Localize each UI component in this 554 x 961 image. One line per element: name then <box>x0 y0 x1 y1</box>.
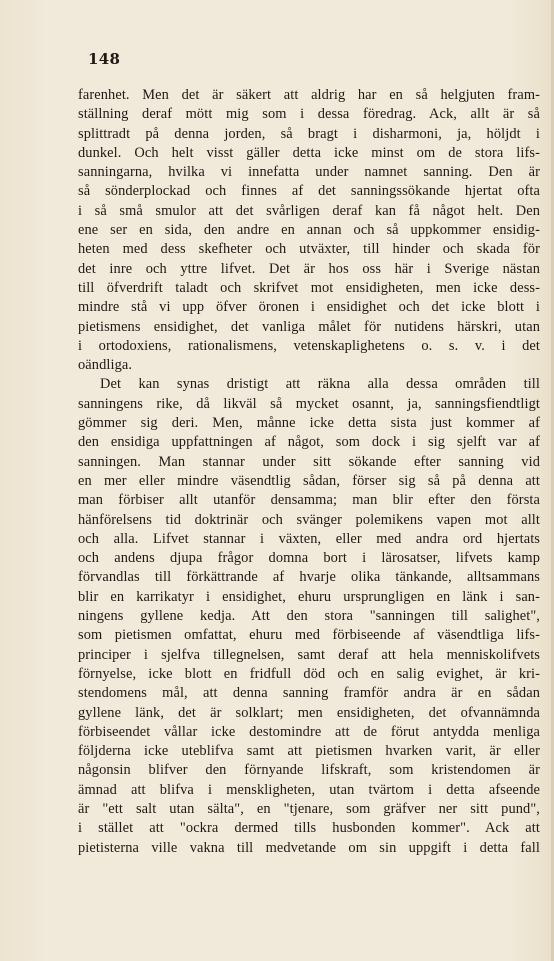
text-line: dunkel. Och helt visst gäller detta icke minst om de stora lifs- <box>78 144 540 161</box>
text-line: man förbiser allt utanför densamma; man blir efter den första <box>78 492 540 509</box>
text-line: ämnad att blifva i menskligheten, utan tvärtom i detta afseende <box>78 781 540 798</box>
text-line: i så små smulor att det svårligen deraf kan få något helt. Den <box>78 202 540 219</box>
text-line: och alla. Lifvet stannar i växten, eller med andra ord hjertats <box>78 530 540 547</box>
text-line: följderna icke uteblifva samt att pietismen hvarken varit, är eller <box>78 743 540 760</box>
text-line: och andens djupa frågor domna bort i lärosatser, lifvets kamp <box>78 550 540 567</box>
text-line: gömmer sig deri. Men, månne icke detta sista just kommer af <box>78 415 540 432</box>
text-line: som pietismen omfattat, ehuru med förbiseende af väsendtliga lifs- <box>78 627 540 644</box>
text-line: sanningen. Man stannar under sitt sökande efter sanning vid <box>78 453 540 470</box>
text-line: ene ser en sida, den andre en annan och så uppkommer ensidig- <box>78 222 540 239</box>
text-line: oändliga. <box>78 357 133 374</box>
text-line: förnyelse, icke blott en fridfull död och en salig evighet, är kri- <box>78 665 540 682</box>
text-line: är "ett salt utan sälta", en "tjenare, som gräfver ner sitt pund", <box>78 800 540 817</box>
text-line: så sönderplockad och finnes af det sanningssökande hjertat ofta <box>78 183 540 200</box>
text-line: i ortodoxiens, rationalismens, vetenskaplighetens o. s. v. i det <box>78 337 540 354</box>
text-line: förvandlas till förkättrande af hvarje olika tänkande, alltsammans <box>78 569 540 586</box>
text-line: någonsin blifver den förnyande lifskraft, som kristendomen är <box>78 762 540 779</box>
text-line: sanningarna, hvilka vi innefatta under namnet sanning. Den är <box>78 164 540 181</box>
text-line: ställning deraf mött mig som i dessa föredrag. Ack, allt är så <box>78 106 540 123</box>
text-line: förbiseendet vållar icke destomindre att de förut antydda menliga <box>78 723 540 740</box>
text-line: heten med dess skefheter och utväxter, till hinder och skada för <box>78 241 540 258</box>
text-line: sanningens rike, då likväl så mycket osannt, ja, sanningsfiendtligt <box>78 395 540 412</box>
body-text <box>78 86 540 858</box>
text-line: hänförelsens tid doktrinär och svänger polemikens vapen mot allt <box>78 511 540 528</box>
text-line: till öfverdrift taladt och skrifvet mot ensidigheten, men icke dess- <box>78 279 540 296</box>
text-line: principer i sjelfva tillegnelsen, samt deraf att hela menniskolifvets <box>78 646 540 663</box>
text-line: farenhet. Men det är säkert att aldrig har en så helgjuten fram- <box>78 87 540 103</box>
text-line: en mer eller mindre väsendtlig sådan, förser sig så på denna att <box>78 472 540 489</box>
text-line: pietismens ensidighet, det vanliga målet för nutidens härskri, utan <box>78 318 540 335</box>
page-number: 148 <box>88 50 121 68</box>
text-line: gyllene länk, det är solklart; men ensidigheten, det ofvannämnda <box>78 704 540 721</box>
text-line: i stället att "ockra dermed tills husbonden kommer". Ack att <box>78 820 540 837</box>
text-line: mindre stå vi upp öfver öronen i ensidighet och det icke blott i <box>78 299 540 316</box>
text-line: pietisterna ville vakna till medvetande om sin uppgift i detta fall <box>78 839 540 856</box>
text-line: det inre och yttre lifvet. Det är hos oss här i Sverige nästan <box>78 260 540 277</box>
text-line: den ensidiga uppfattningen af något, som dock i sig sjelft var af <box>78 434 540 451</box>
text-line: splittradt på denna jorden, så bragt i disharmoni, ja, höljdt i <box>78 125 540 142</box>
text-line: ningens gyllene kedja. Att den stora "sanningen till salighet", <box>78 608 540 625</box>
text-line: blir en karrikatyr i ensidighet, ehuru ursprungligen en länk i san- <box>78 588 540 605</box>
paragraph-start-line: Det kan synas dristigt att räkna alla dessa områden till <box>100 376 540 393</box>
text-line: stendomens mål, att denna sanning framför andra är en sådan <box>78 685 540 702</box>
